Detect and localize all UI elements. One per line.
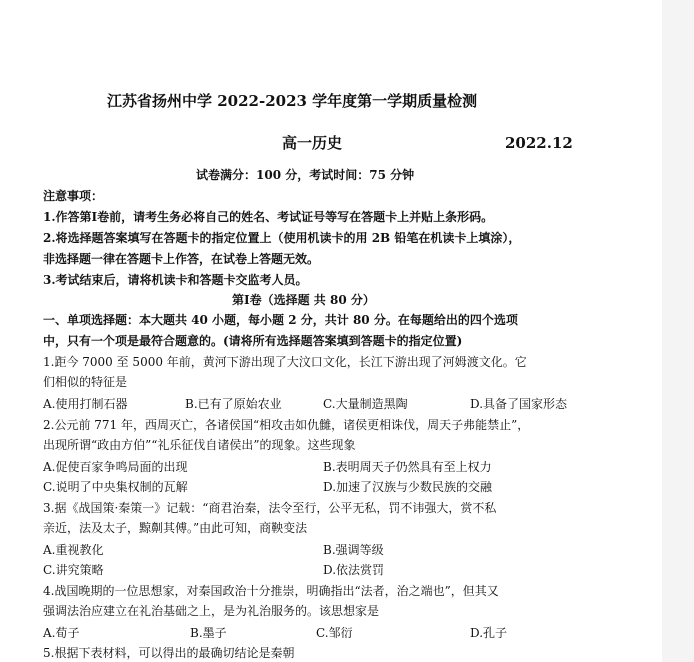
viewer-background (662, 0, 694, 662)
question-2-stem: 出现所谓“政由方伯”“礼乐征伐自诸侯出”的现象。这些现象 (43, 438, 356, 452)
question-1-stem: 们相似的特征是 (43, 375, 128, 389)
question-5-stem: 5.根据下表材料，可以得出的最确切结论是秦朝 (43, 646, 295, 660)
question-4-stem: 强调法治应建立在礼治基础之上，是为礼治服务的。该思想家是 (43, 604, 380, 618)
note-line: 2.将选择题答案填写在答题卡的指定位置上（使用机读卡的用 2B 铅笔在机读卡上填涂）， (43, 231, 521, 245)
question-1-option-a: A.使用打制石器 (43, 397, 128, 411)
question-2-option-a: A.促使百家争鸣局面的出现 (43, 460, 188, 474)
question-2-option-b: B.表明周天子仍然具有至上权力 (323, 460, 492, 474)
note-line: 非选择题一律在答题卡上作答，在试卷上答题无效。 (43, 252, 320, 266)
question-4-option-b: B.墨子 (190, 626, 227, 640)
question-1-option-b: B.已有了原始农业 (185, 397, 282, 411)
question-2-option-c: C.说明了中央集权制的瓦解 (43, 480, 188, 494)
section-instruction: 中，只有一个项是最符合题意的。(请将所有选择题答案填到答题卡的指定位置) (43, 334, 463, 348)
question-2-option-d: D.加速了汉族与少数民族的交融 (323, 480, 493, 494)
question-3-option-b: B.强调等级 (323, 543, 384, 557)
question-3-option-d: D.依法赏罚 (323, 563, 385, 577)
subject-heading: 高一历史 (282, 134, 343, 152)
exam-title: 江苏省扬州中学 2022-2023 学年度第一学期质量检测 (107, 92, 478, 110)
note-line: 1.作答第Ⅰ卷前，请考生务必将自己的姓名、考试证号等写在答题卡上并贴上条形码。 (43, 210, 494, 224)
question-2-stem: 2.公元前 771 年，西周灭亡，各诸侯国“相攻击如仇雠，诸侯更相诛伐，周天子弗能禁止”， (43, 418, 530, 432)
question-4-option-c: C.邹衍 (316, 626, 353, 640)
question-4-stem: 4.战国晚期的一位思想家，对秦国政治十分推崇，明确指出“法者，治之端也”，但其又 (43, 584, 499, 598)
section-instruction: 一、单项选择题：本大题共 40 小题，每小题 2 分，共计 80 分。在每题给出的四个选项 (43, 313, 518, 327)
section-title: 第Ⅰ卷（选择题 共 80 分） (232, 293, 375, 307)
question-4-option-a: A.荀子 (43, 626, 80, 640)
question-1-option-d: D.具备了国家形态 (470, 397, 568, 411)
question-1-option-c: C.大量制造黑陶 (323, 397, 408, 411)
note-line: 3.考试结束后，请将机读卡和答题卡交监考人员。 (43, 273, 308, 287)
notes-heading: 注意事项： (43, 189, 104, 203)
question-3-stem: 3.据《战国策·秦策一》记载：“商君治秦，法令至行，公平无私，罚不讳强大，赏不私 (43, 501, 497, 515)
question-3-option-a: A.重视教化 (43, 543, 104, 557)
exam-info: 试卷满分：100 分，考试时间：75 分钟 (196, 168, 415, 182)
question-1-stem: 1.距今 7000 至 5000 年前，黄河下游出现了大汶口文化，长江下游出现了河姆渡文化。它 (43, 355, 527, 369)
question-4-option-d: D.孔子 (470, 626, 508, 640)
question-3-stem: 亲近，法及太子，黥劓其傅。”由此可知，商鞅变法 (43, 521, 308, 535)
question-3-option-c: C.讲究策略 (43, 563, 104, 577)
exam-date: 2022.12 (505, 134, 573, 152)
